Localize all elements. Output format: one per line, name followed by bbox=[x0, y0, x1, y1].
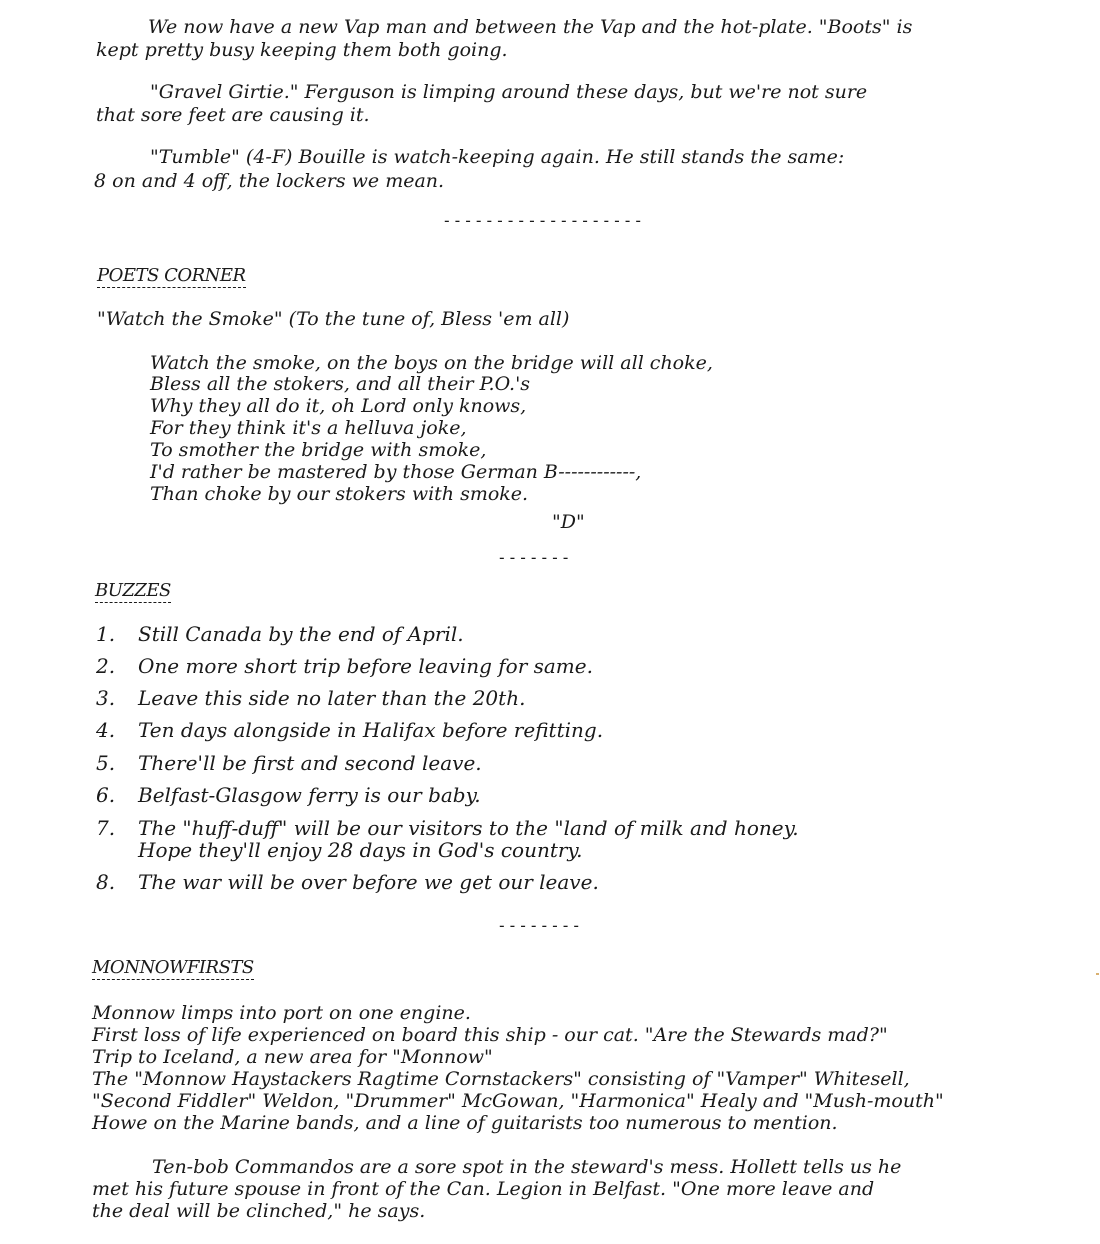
heading-underline bbox=[92, 979, 254, 980]
paper-speck bbox=[1096, 973, 1099, 975]
buzz-item bbox=[96, 816, 799, 862]
firsts-line: The "Monnow Haystackers Ragtime Cornstackers" consisting of "Vamper" Whitesell, bbox=[92, 1068, 910, 1090]
monnowfirsts-heading-text: MONNOWFIRSTS bbox=[92, 957, 254, 978]
buzz-text: Ten days alongside in Halifax before refitting. bbox=[138, 718, 604, 742]
buzz-text: Still Canada by the end of April. bbox=[138, 622, 464, 646]
closing-line: met his future spouse in front of the Can. Legion in Belfast. "One more leave and bbox=[92, 1178, 875, 1200]
section-divider: ------- bbox=[497, 548, 572, 567]
buzz-number: 8. bbox=[96, 870, 116, 894]
buzz-item bbox=[96, 870, 599, 894]
heading-underline bbox=[97, 287, 246, 288]
poem-verse-line: To smother the bridge with smoke, bbox=[150, 439, 487, 461]
buzz-text: One more short trip before leaving for same. bbox=[138, 654, 593, 678]
buzz-item bbox=[96, 654, 593, 678]
monnowfirsts-heading bbox=[92, 957, 254, 980]
poem-signature: "D" bbox=[552, 511, 585, 533]
section-divider: ------------------- bbox=[442, 211, 645, 230]
intro-p1-line1: We now have a new Vap man and between the Vap and the hot-plate. "Boots" is bbox=[148, 16, 913, 38]
buzz-number: 4. bbox=[96, 718, 116, 742]
poem-verse-line: I'd rather be mastered by those German B------------, bbox=[150, 461, 642, 483]
firsts-line: Monnow limps into port on one engine. bbox=[92, 1002, 471, 1024]
buzz-number: 3. bbox=[96, 686, 116, 710]
intro-p2-line1: "Gravel Girtie." Ferguson is limping around these days, but we're not sure bbox=[150, 81, 868, 103]
buzz-text: The war will be over before we get our leave. bbox=[138, 870, 599, 894]
buzz-number: 7. bbox=[96, 816, 116, 840]
poets-corner-heading-text: POETS CORNER bbox=[97, 265, 246, 286]
buzz-item bbox=[96, 686, 525, 710]
firsts-line: Trip to Iceland, a new area for "Monnow" bbox=[92, 1046, 493, 1068]
buzz-number: 1. bbox=[96, 622, 116, 646]
firsts-line: "Second Fiddler" Weldon, "Drummer" McGowan, "Harmonica" Healy and "Mush-mouth" bbox=[92, 1090, 944, 1112]
poets-corner-heading bbox=[97, 265, 246, 288]
buzz-item bbox=[96, 783, 481, 807]
buzz-text: The "huff-duff" will be our visitors to the "land of milk and honey. bbox=[138, 816, 799, 840]
buzz-text: There'll be first and second leave. bbox=[138, 751, 482, 775]
buzz-number: 5. bbox=[96, 751, 116, 775]
poem-verse-line: Why they all do it, oh Lord only knows, bbox=[150, 395, 527, 417]
firsts-line: Howe on the Marine bands, and a line of guitarists too numerous to mention. bbox=[92, 1112, 838, 1134]
intro-p3-line2: 8 on and 4 off, the lockers we mean. bbox=[94, 170, 445, 192]
buzzes-heading-text: BUZZES bbox=[95, 580, 171, 601]
buzz-item bbox=[96, 718, 603, 742]
poem-verse-line: Watch the smoke, on the boys on the bridge will all choke, bbox=[150, 352, 713, 374]
poem-verse-line: Bless all the stokers, and all their P.O.'s bbox=[150, 373, 531, 395]
closing-line: Ten-bob Commandos are a sore spot in the steward's mess. Hollett tells us he bbox=[152, 1156, 902, 1178]
buzz-item bbox=[96, 751, 482, 775]
buzz-text: Leave this side no later than the 20th. bbox=[138, 686, 526, 710]
buzz-number: 6. bbox=[96, 783, 116, 807]
section-divider: -------- bbox=[497, 916, 583, 935]
intro-p2-line2: that sore feet are causing it. bbox=[96, 104, 370, 126]
poem-verse-line: For they think it's a helluva joke, bbox=[150, 417, 467, 439]
firsts-line: First loss of life experienced on board this ship - our cat. "Are the Stewards mad?" bbox=[92, 1024, 888, 1046]
heading-underline bbox=[95, 602, 171, 603]
buzz-text: Belfast-Glasgow ferry is our baby. bbox=[138, 783, 481, 807]
intro-p3-line1: "Tumble" (4-F) Bouille is watch-keeping again. He still stands the same: bbox=[150, 146, 845, 168]
poem-verse-line: Than choke by our stokers with smoke. bbox=[150, 483, 529, 505]
closing-line: the deal will be clinched," he says. bbox=[92, 1200, 426, 1222]
buzz-text-continued: Hope they'll enjoy 28 days in God's country. bbox=[138, 838, 583, 862]
buzzes-heading bbox=[95, 580, 171, 603]
buzz-number: 2. bbox=[96, 654, 116, 678]
intro-p1-line2: kept pretty busy keeping them both going. bbox=[96, 39, 508, 61]
buzz-item bbox=[96, 622, 464, 646]
poem-title: "Watch the Smoke" (To the tune of, Bless 'em all) bbox=[97, 308, 570, 330]
